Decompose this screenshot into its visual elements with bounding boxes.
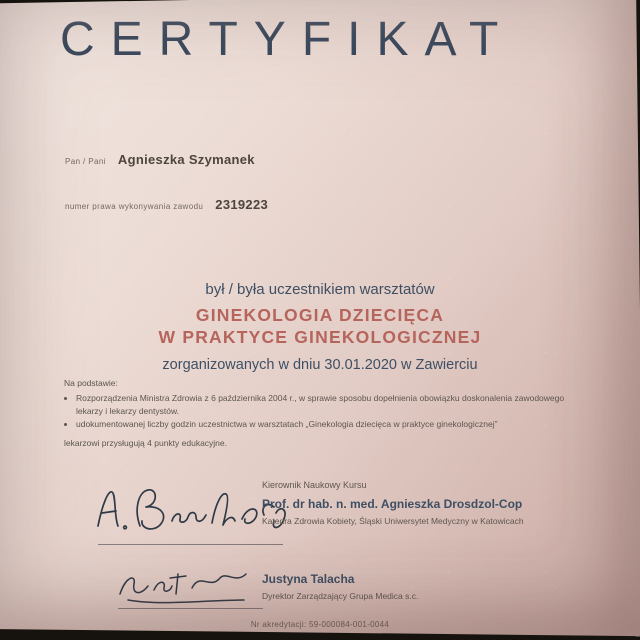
signature-block-course-director xyxy=(64,472,590,558)
signature-role: Kierownik Naukowy Kursu xyxy=(262,480,367,490)
recipient-label: Pan / Pani xyxy=(65,157,106,166)
signature-name: Prof. dr hab. n. med. Agnieszka Drosdzol-Cop xyxy=(262,497,523,511)
signature-text-course-director xyxy=(262,480,524,526)
license-number: 2319223 xyxy=(215,197,269,212)
basis-label: Na podstawie: xyxy=(64,378,118,388)
certificate-title: CERTYFIKAT xyxy=(60,13,515,66)
signature-line xyxy=(98,544,283,545)
accreditation-number: Nr akredytacji: 59-000084-001-0044 xyxy=(250,620,390,629)
license-label: numer prawa wykonywania zawodu xyxy=(65,202,204,211)
recipient-row xyxy=(65,152,255,167)
recipient-name: Agnieszka Szymanek xyxy=(117,152,255,167)
signature-affiliation: Katedra Zdrowia Kobiety, Śląski Uniwersytet Medyczny w Katowicach xyxy=(262,516,524,526)
participation-statement: był / była uczestnikiem warsztatów xyxy=(205,281,435,298)
license-row xyxy=(65,197,268,212)
education-points-line: lekarzowi przysługują 4 punkty edukacyjne. xyxy=(64,438,228,448)
signature-block-managing-director xyxy=(64,560,590,622)
event-line: zorganizowanych w dniu 30.01.2020 w Zawierciu xyxy=(162,356,478,373)
signature-line xyxy=(118,608,263,609)
legal-basis-block xyxy=(64,377,584,450)
signature-talacha xyxy=(112,566,262,608)
basis-item: • Rozporządzenia Ministra Zdrowia z 6 października 2004 r., w sprawie sposobu dopełnienia obowiązku doskonalenia zawodowego lekarzy i lekarzy dentystów. xyxy=(76,392,584,418)
workshop-title-line2: W PRAKTYCE GINEKOLOGICZNEJ xyxy=(158,326,482,347)
signature-name: Justyna Talacha xyxy=(262,572,355,586)
workshop-title xyxy=(0,305,640,349)
signature-role: Dyrektor Zarządzający Grupa Medica s.c. xyxy=(262,591,419,601)
basis-list xyxy=(64,392,584,431)
signature-text-managing-director xyxy=(262,572,418,601)
basis-item: • udokumentowanej liczby godzin uczestnictwa w warsztatach „Ginekologia dziecięca w praktyce ginekologicznej” xyxy=(76,418,584,431)
workshop-title-line1: GINEKOLOGIA DZIECIĘCA xyxy=(195,305,445,325)
workshop-block xyxy=(0,281,640,373)
